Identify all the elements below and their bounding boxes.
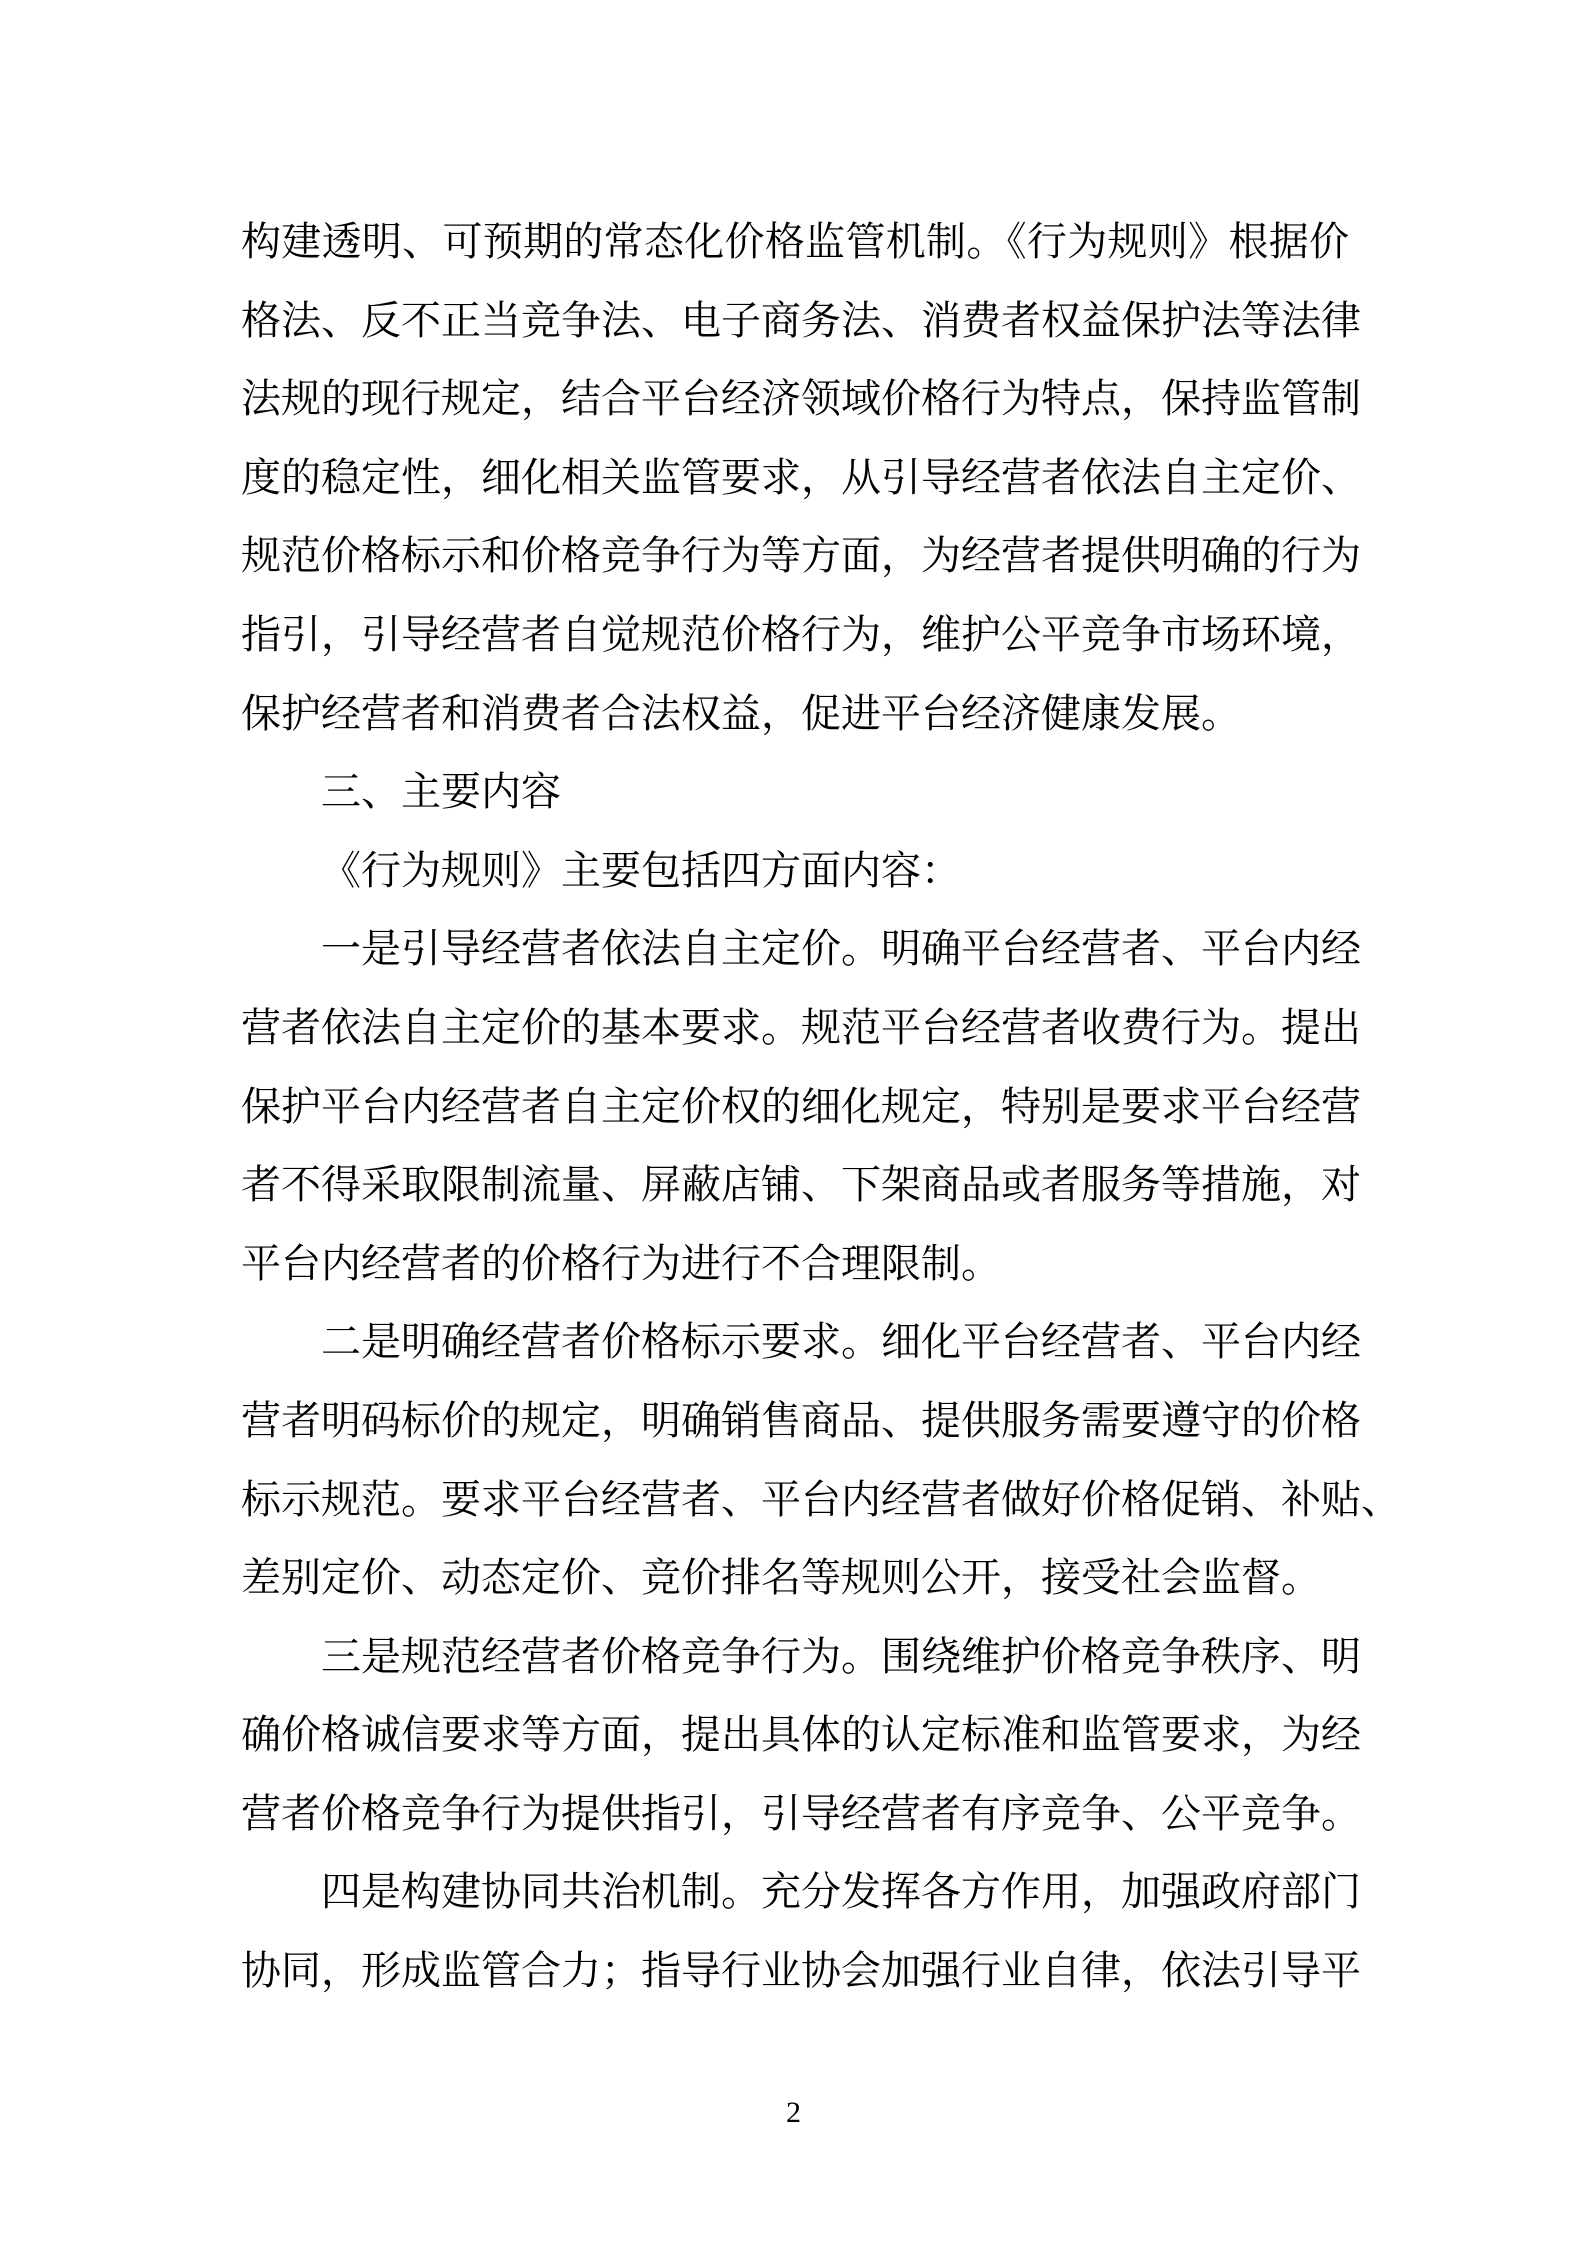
text-line: 《行为规则》主要包括四方面内容： bbox=[321, 847, 961, 894]
text-line: 一是引导经营者依法自主定价。明确平台经营者、平台内经 bbox=[321, 926, 1361, 973]
text-line: 协同，形成监管合力；指导行业协会加强行业自律，依法引导平 bbox=[241, 1948, 1361, 1995]
text-line: 构建透明、可预期的常态化价格监管机制。《行为规则》根据价 bbox=[241, 219, 1349, 265]
text-line: 三是规范经营者价格竞争行为。围绕维护价格竞争秩序、明 bbox=[321, 1633, 1361, 1680]
text-line: 营者明码标价的规定，明确销售商品、提供服务需要遵守的价格 bbox=[241, 1397, 1361, 1444]
text-line: 法规的现行规定，结合平台经济领域价格行为特点，保持监管制 bbox=[241, 376, 1361, 423]
text-line: 保护平台内经营者自主定价权的细化规定，特别是要求平台经营 bbox=[241, 1083, 1361, 1130]
text-line: 标示规范。要求平台经营者、平台内经营者做好价格促销、补贴、 bbox=[241, 1476, 1401, 1523]
text-line: 营者依法自主定价的基本要求。规范平台经营者收费行为。提出 bbox=[241, 1004, 1361, 1051]
text-line: 二是明确经营者价格标示要求。细化平台经营者、平台内经 bbox=[321, 1319, 1361, 1366]
text-line: 保护经营者和消费者合法权益，促进平台经济健康发展。 bbox=[241, 690, 1241, 737]
text-line: 营者价格竞争行为提供指引，引导经营者有序竞争、公平竞争。 bbox=[241, 1790, 1361, 1837]
text-line: 格法、反不正当竞争法、电子商务法、消费者权益保护法等法律 bbox=[241, 297, 1361, 344]
body-text bbox=[241, 203, 1401, 2011]
text-line: 规范价格标示和价格竞争行为等方面，为经营者提供明确的行为 bbox=[241, 533, 1361, 580]
page-number: 2 bbox=[786, 2096, 801, 2129]
text-line: 差别定价、动态定价、竞价排名等规则公开，接受社会监督。 bbox=[241, 1555, 1321, 1602]
text-line: 确价格诚信要求等方面，提出具体的认定标准和监管要求，为经 bbox=[241, 1712, 1361, 1759]
text-line: 度的稳定性，细化相关监管要求，从引导经营者依法自主定价、 bbox=[241, 454, 1361, 501]
section-heading: 三、主要内容 bbox=[321, 769, 561, 816]
text-line: 指引，引导经营者自觉规范价格行为，维护公平竞争市场环境， bbox=[241, 611, 1361, 658]
text-line: 者不得采取限制流量、屏蔽店铺、下架商品或者服务等措施，对 bbox=[241, 1162, 1361, 1209]
text-line: 四是构建协同共治机制。充分发挥各方作用，加强政府部门 bbox=[321, 1869, 1361, 1916]
text-line: 平台内经营者的价格行为进行不合理限制。 bbox=[241, 1240, 1001, 1287]
